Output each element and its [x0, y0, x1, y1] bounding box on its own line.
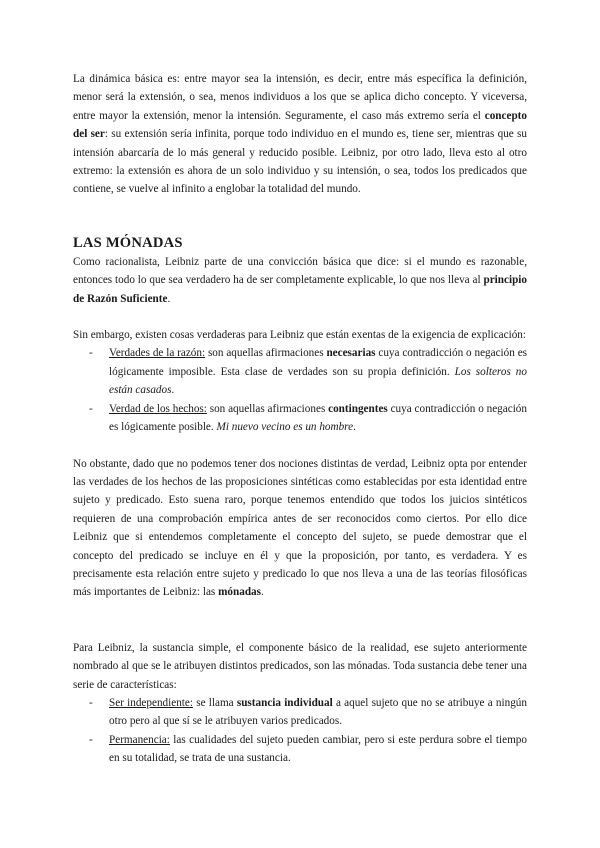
italic-example: Los solteros no están casados [109, 365, 527, 397]
text-run: . [261, 586, 264, 599]
subject-predicate-paragraph [73, 455, 527, 602]
text-run: a aquel sujeto que no se atribuye a ningún otro pero al que sí se le atribuyen varios predicados. [109, 696, 527, 728]
section-heading: LAS MÓNADAS [73, 234, 183, 251]
text-run: La dinámica básica es: entre mayor sea la intensión, es decir, entre más específica la definición, menor será la extensión, o sea, menos individuos a los que se aplica dicho concepto. Y viceversa, entre mayor la extensión, menor la intensión. Seguramente, el caso más extremo sería el [73, 73, 527, 122]
rationalism-paragraph [73, 253, 527, 308]
text-run: son aquellas afirmaciones [206, 402, 329, 415]
text-run: las cualidades del sujeto pueden cambiar, pero si este perdura sobre el tiempo en su totalidad, se trata de una sustancia. [109, 733, 527, 765]
underlined-term: Verdad de los hechos: [109, 402, 207, 415]
dash-bullet: - [89, 347, 93, 360]
bold-term: concepto del ser [73, 109, 527, 141]
intension-extension-paragraph [73, 70, 527, 199]
text-run: son aquellas afirmaciones [205, 347, 327, 360]
bold-term: principio de Razón Suficiente [73, 274, 527, 305]
text-run: . [167, 292, 171, 305]
text-run: cuya contradicción o negación es lógicamente posible. [109, 402, 527, 434]
italic-example: Mi nuevo vecino es un hombre [216, 421, 354, 434]
underlined-term: Ser independiente: [109, 696, 193, 709]
truths-list [73, 344, 527, 436]
list-item [73, 344, 527, 399]
dash-bullet: - [89, 733, 93, 746]
bold-term: necesarias [326, 347, 376, 360]
underlined-term: Permanencia: [109, 733, 170, 746]
dash-bullet: - [89, 402, 93, 415]
substance-paragraph: Para Leibniz, la sustancia simple, el componente básico de la realidad, ese sujeto anteriormente nombrado al que se le atribuyen distintos predicados, son las mónadas. Toda sustancia debe tener una serie de características: [73, 641, 527, 691]
list-item [73, 731, 527, 768]
text-run: No obstante, dado que no podemos tener dos nociones distintas de verdad, Leibniz opta por entender las verdades de los hechos de las proposiciones sintéticas como establecidas por esta identidad entre sujeto y predicado. Esto suena raro, porque tenemos entendido que todos los juicios sintéticos requieren de una comprobación empírica antes de ser reconocidos como ciertos. Por ello dice Leibniz que si entendemos completamente el concepto del sujeto, se puede demostrar que el concepto del predicado se incluye en él y que la proposición, por tanto, es verdadera. Y es precisamente esta relación entre sujeto y predicado lo que nos lleva a una de las teorías filosóficas más importantes de Leibniz: las [73, 457, 527, 599]
bold-term: mónadas [218, 586, 261, 599]
exceptions-paragraph: Sin embargo, existen cosas verdaderas para Leibniz que están exentas de la exigencia de explicación: [73, 329, 527, 342]
dash-bullet: - [89, 696, 93, 709]
text-run: . [353, 421, 356, 434]
list-item [73, 694, 527, 731]
list-item [73, 400, 527, 437]
text-run: . [171, 384, 175, 397]
text-run: Como racionalista, Leibniz parte de una convicción básica que dice: si el mundo es razonable, entonces todo lo que sea verdadero ha de ser completamente explicable, lo que nos lleva al [73, 255, 527, 287]
characteristics-list [73, 694, 527, 768]
text-run: se llama [193, 696, 237, 709]
text-run: cuya contradicción o negación es lógicamente imposible. Esta clase de verdades son su propia definición. [109, 347, 528, 378]
bold-term: contingentes [328, 402, 388, 415]
text-run: : su extensión sería infinita, porque todo individuo en el mundo es, tiene ser, mientras que su intensión abarcaría de lo más general y reducido posible. Leibniz, por otro lado, lleva esto al otro extremo: la extensión es ahora de un solo individuo y su intensión, o sea, todos los predicados que contiene, se vuelve al infinito a englobar la totalidad del mundo. [73, 128, 527, 196]
bold-term: sustancia individual [236, 696, 333, 709]
underlined-term: Verdades de la razón: [109, 347, 206, 360]
